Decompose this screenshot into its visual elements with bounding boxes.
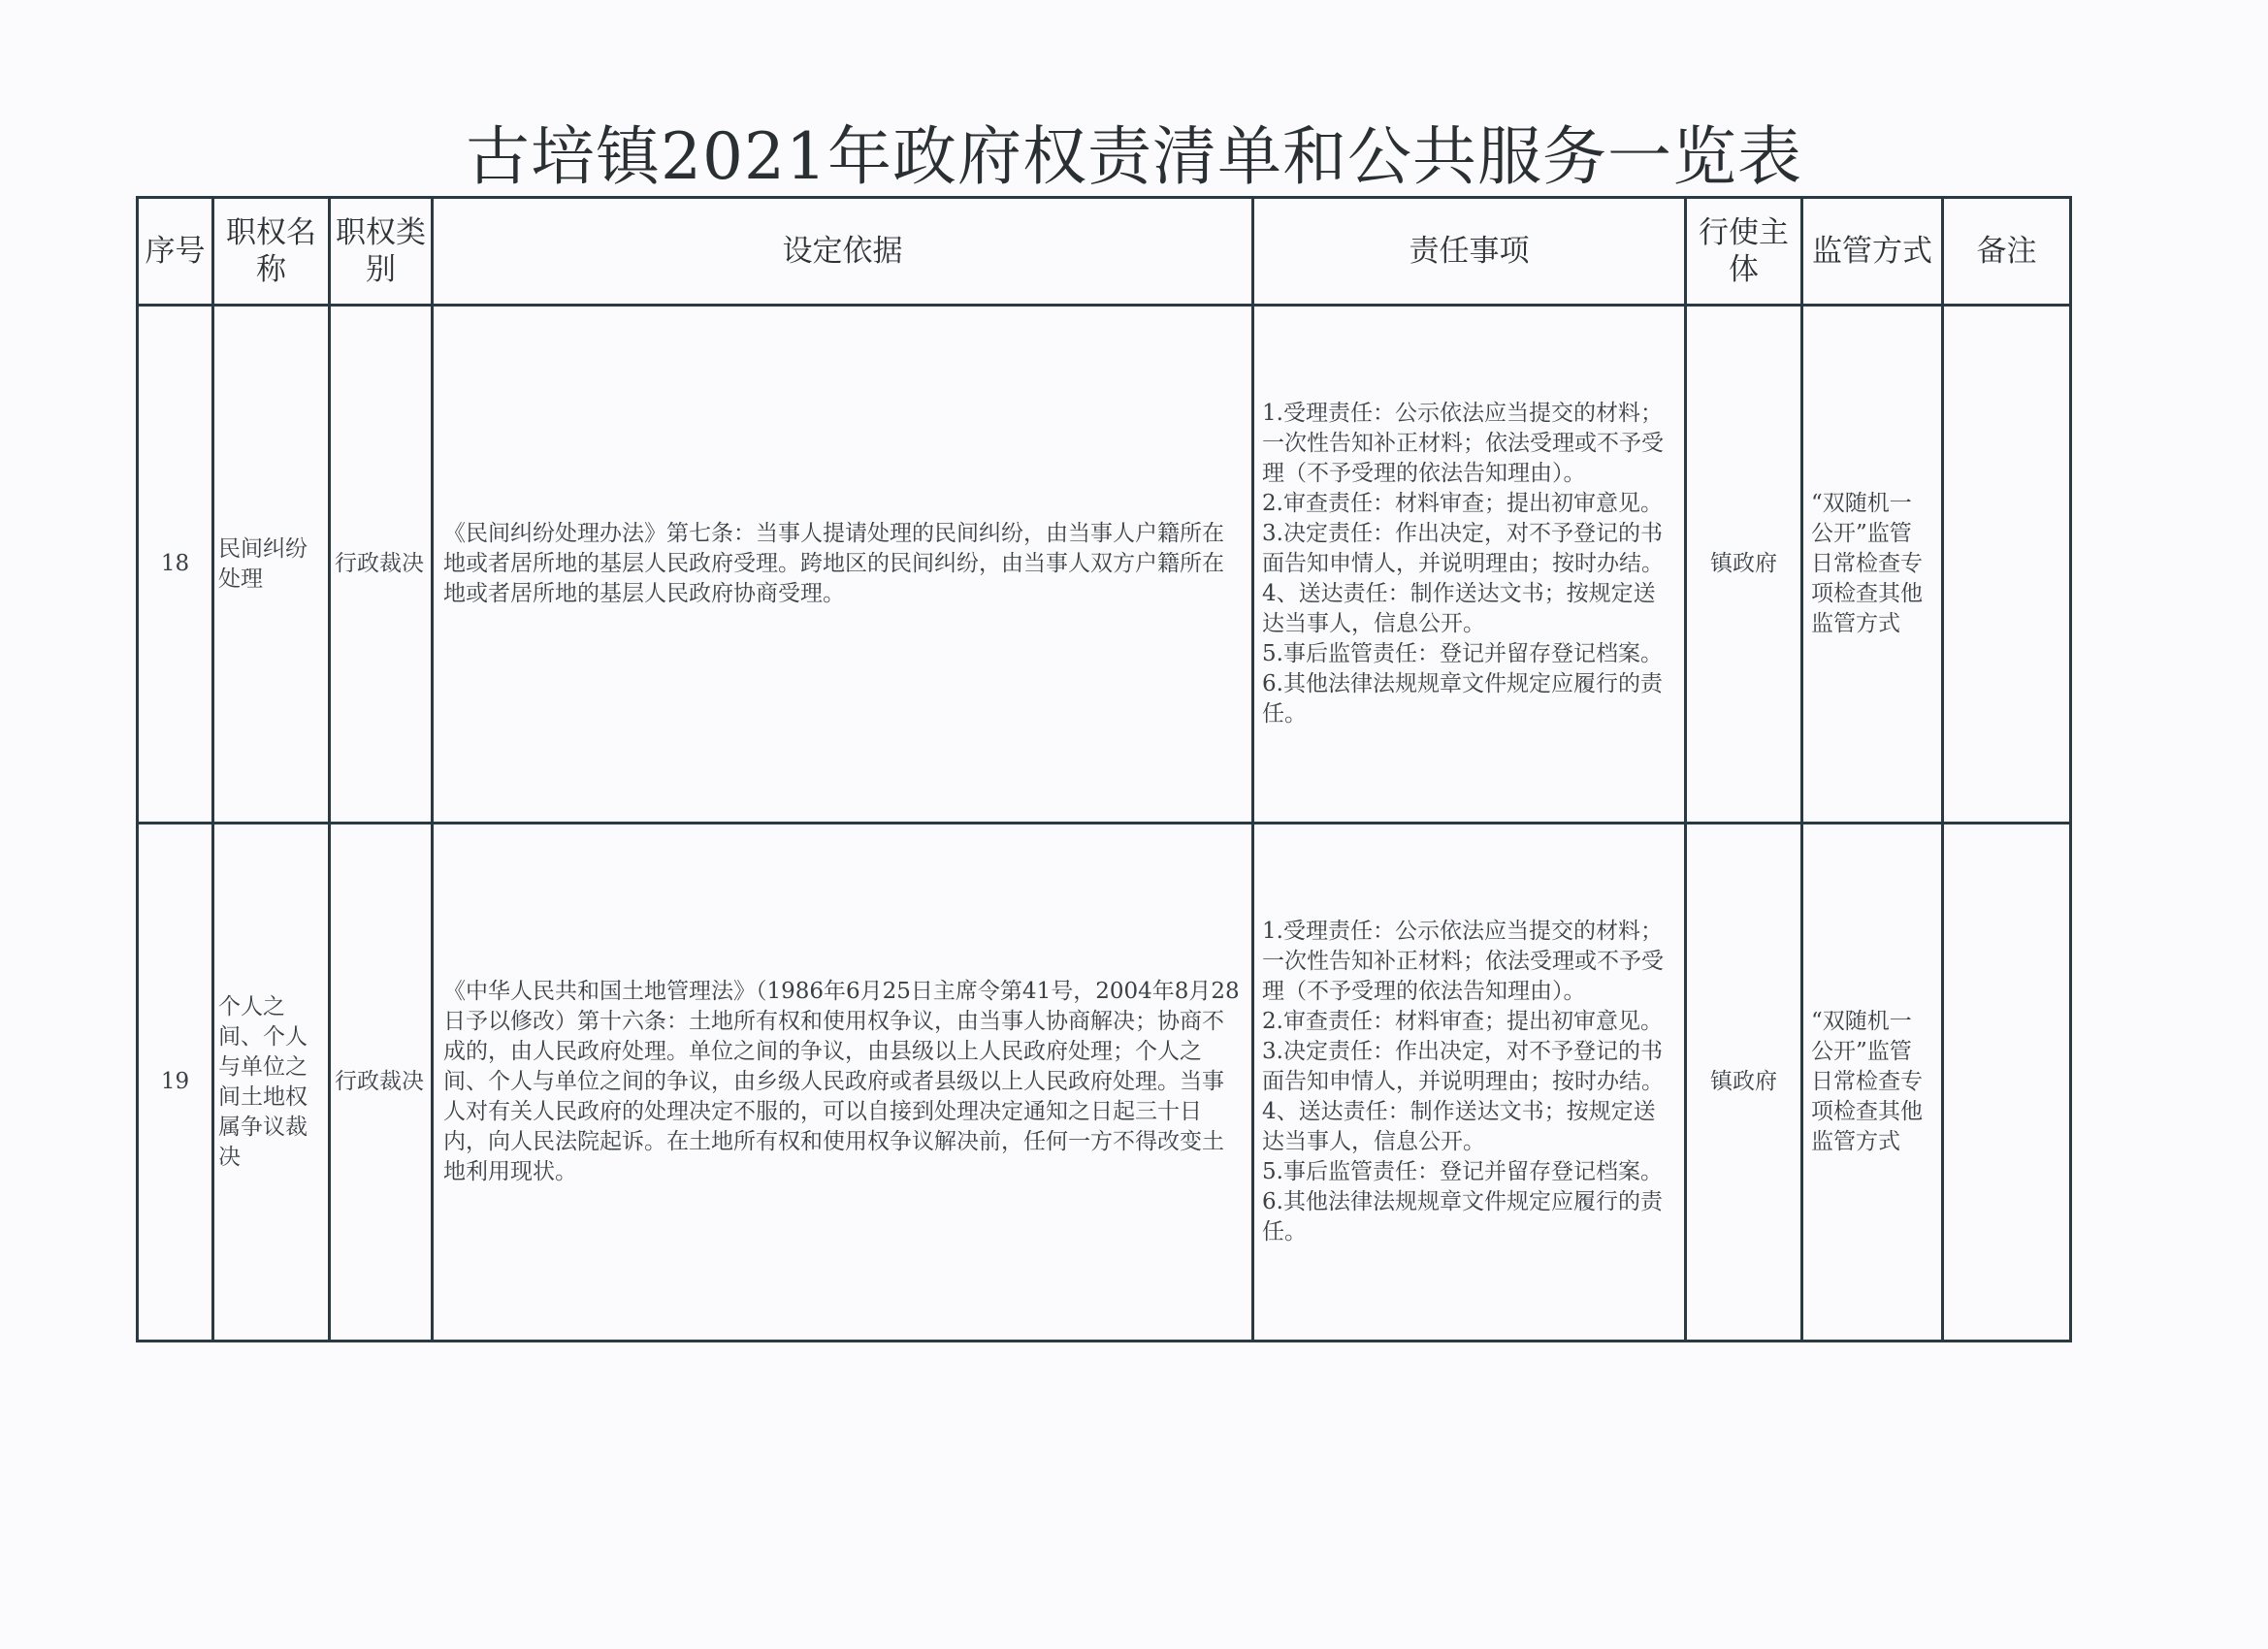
cell-num: 18 <box>138 306 213 824</box>
cell-note <box>1943 306 2071 824</box>
resp-item: 1.受理责任：公示依法应当提交的材料；一次性告知补正材料；依法受理或不予受理（不予受理的依法告知理由）。 <box>1262 919 1664 1004</box>
resp-item: 1.受理责任：公示依法应当提交的材料；一次性告知补正材料；依法受理或不予受理（不予受理的依法告知理由）。 <box>1262 401 1664 486</box>
table-row <box>138 824 2071 1342</box>
resp-item: 4、送达责任：制作送达文书；按规定送达当事人，信息公开。 <box>1262 581 1656 636</box>
cell-note <box>1943 824 2071 1342</box>
cell-basis: 《中华人民共和国土地管理法》（1986年6月25日主席令第41号，2004年8月28日予以修改）第十六条：土地所有权和使用权争议，由当事人协商解决；协商不成的，由人民政府处理。单位之间的争议，由县级以上人民政府处理；个人之间、个人与单位之间的争议，由乡级人民政府或者县级以上人民政府处理。当事人对有关人民政府的处理决定不服的，可以自接到处理决定通知之日起三十日内，向人民法院起诉。在土地所有权和使用权争议解决前，任何一方不得改变土地利用现状。 <box>433 824 1253 1342</box>
header-row <box>138 198 2071 306</box>
page-title: 古培镇2021年政府权责清单和公共服务一览表 <box>466 119 1802 194</box>
responsibility-table <box>136 196 2072 1342</box>
header-basis: 设定依据 <box>433 198 1253 306</box>
resp-item: 5.事后监管责任：登记并留存登记档案。 <box>1262 1159 1663 1184</box>
cell-type: 行政裁决 <box>330 824 433 1342</box>
cell-num: 19 <box>138 824 213 1342</box>
cell-type: 行政裁决 <box>330 306 433 824</box>
cell-name: 个人之间、个人与单位之间土地权属争议裁决 <box>213 824 330 1342</box>
resp-item: 6.其他法律法规规章文件规定应履行的责任。 <box>1262 671 1663 727</box>
header-num: 序号 <box>138 198 213 306</box>
cell-exec: 镇政府 <box>1686 824 1802 1342</box>
cell-exec: 镇政府 <box>1686 306 1802 824</box>
header-note: 备注 <box>1943 198 2071 306</box>
resp-item: 3.决定责任：作出决定，对不予登记的书面告知申情人，并说明理由；按时办结。 <box>1262 1039 1664 1094</box>
resp-item: 5.事后监管责任：登记并留存登记档案。 <box>1262 641 1663 666</box>
resp-item: 2.审查责任：材料审查；提出初审意见。 <box>1262 491 1663 516</box>
header-name: 职权名称 <box>213 198 330 306</box>
header-sup: 监管方式 <box>1802 198 1943 306</box>
header-exec: 行使主体 <box>1686 198 1802 306</box>
header-type: 职权类别 <box>330 198 433 306</box>
cell-basis: 《民间纠纷处理办法》第七条：当事人提请处理的民间纠纷，由当事人户籍所在地或者居所地的基层人民政府受理。跨地区的民间纠纷，由当事人双方户籍所在地或者居所地的基层人民政府协商受理。 <box>433 306 1253 824</box>
header-resp: 责任事项 <box>1253 198 1686 306</box>
resp-item: 4、送达责任：制作送达文书；按规定送达当事人，信息公开。 <box>1262 1099 1656 1154</box>
resp-item: 6.其他法律法规规章文件规定应履行的责任。 <box>1262 1189 1663 1245</box>
resp-item: 2.审查责任：材料审查；提出初审意见。 <box>1262 1009 1663 1034</box>
cell-resp <box>1253 824 1686 1342</box>
cell-name: 民间纠纷处理 <box>213 306 330 824</box>
resp-item: 3.决定责任：作出决定，对不予登记的书面告知申情人，并说明理由；按时办结。 <box>1262 521 1664 576</box>
table-row <box>138 306 2071 824</box>
cell-sup: “双随机一公开”监管日常检查专项检查其他监管方式 <box>1802 306 1943 824</box>
cell-resp <box>1253 306 1686 824</box>
cell-sup: “双随机一公开”监管日常检查专项检查其他监管方式 <box>1802 824 1943 1342</box>
